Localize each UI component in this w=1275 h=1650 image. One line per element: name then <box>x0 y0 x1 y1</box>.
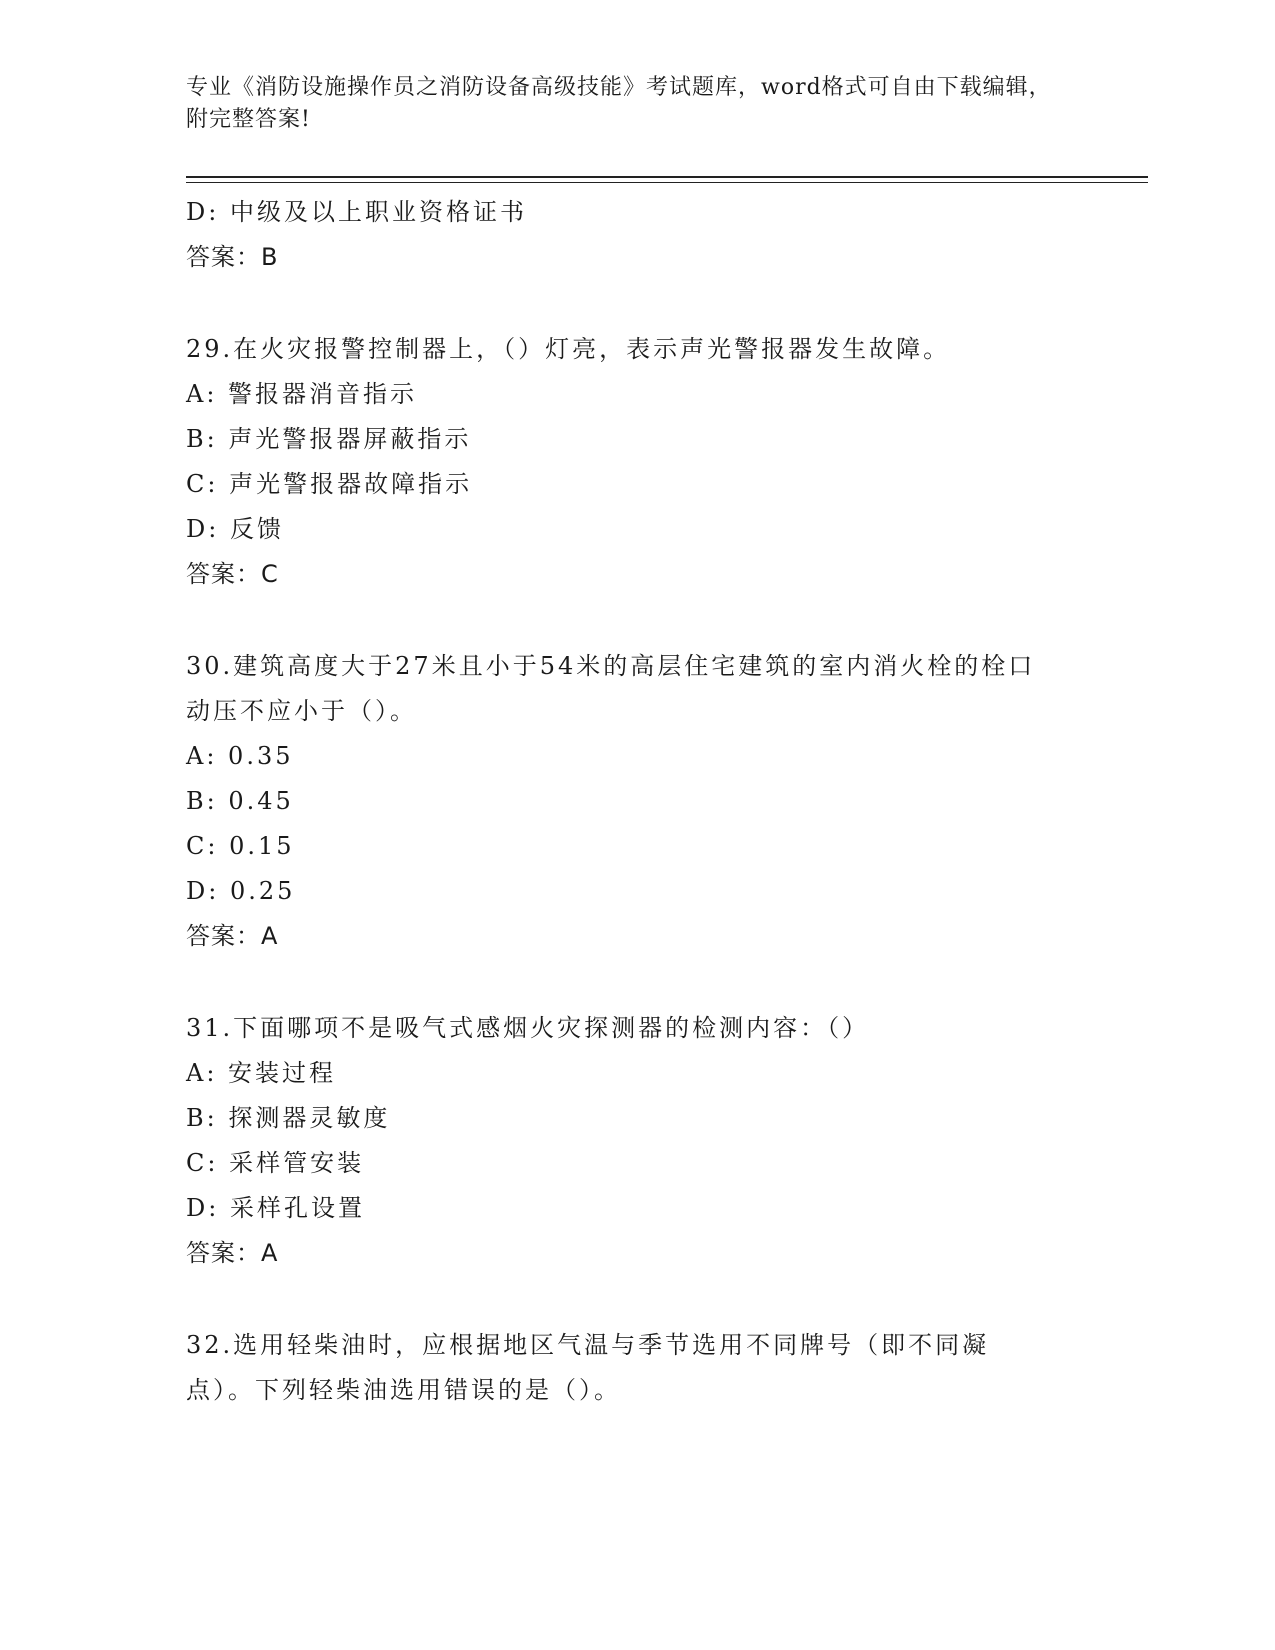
option-d: D: 采样孔设置 <box>186 1194 365 1222</box>
spacer <box>186 597 1086 644</box>
prev-answer: 答案：B <box>186 243 279 271</box>
question-31 <box>186 1006 1086 1276</box>
option-a: A: 0.35 <box>186 742 294 770</box>
question-content <box>186 190 1086 1413</box>
prev-option-d: D: 中级及以上职业资格证书 <box>186 198 527 226</box>
option-d: D: 反馈 <box>186 515 284 543</box>
question-29 <box>186 327 1086 597</box>
option-b: B: 声光警报器屏蔽指示 <box>186 425 472 453</box>
answer: 答案：C <box>186 560 279 588</box>
page-header: 专业《消防设施操作员之消防设备高级技能》考试题库，word格式可自由下载编辑，附完整答案! <box>186 75 1052 132</box>
question-stem: 30.建筑高度大于27米且小于54米的高层住宅建筑的室内消火栓的栓口动压不应小于（）。 <box>186 652 1036 725</box>
question-stem: 31.下面哪项不是吸气式感烟火灾探测器的检测内容：（） <box>186 1014 870 1042</box>
option-d: D: 0.25 <box>186 877 296 905</box>
option-c: C: 声光警报器故障指示 <box>186 470 473 498</box>
spacer <box>186 1276 1086 1323</box>
header-rule-thick <box>186 176 1148 178</box>
option-a: A: 警报器消音指示 <box>186 380 418 408</box>
question-30 <box>186 644 1086 959</box>
spacer <box>186 280 1086 327</box>
answer: 答案：A <box>186 1239 279 1267</box>
option-c: C: 采样管安装 <box>186 1149 365 1177</box>
option-b: B: 探测器灵敏度 <box>186 1104 391 1132</box>
option-b: B: 0.45 <box>186 787 294 815</box>
question-32 <box>186 1323 1086 1413</box>
option-c: C: 0.15 <box>186 832 295 860</box>
answer: 答案：A <box>186 922 279 950</box>
option-a: A: 安装过程 <box>186 1059 337 1087</box>
spacer <box>186 959 1086 1006</box>
question-stem: 29.在火灾报警控制器上，（）灯亮，表示声光警报器发生故障。 <box>186 335 951 363</box>
question-stem: 32.选用轻柴油时，应根据地区气温与季节选用不同牌号（即不同凝点）。下列轻柴油选用错误的是（）。 <box>186 1331 990 1404</box>
header-rule-thin <box>186 182 1148 183</box>
